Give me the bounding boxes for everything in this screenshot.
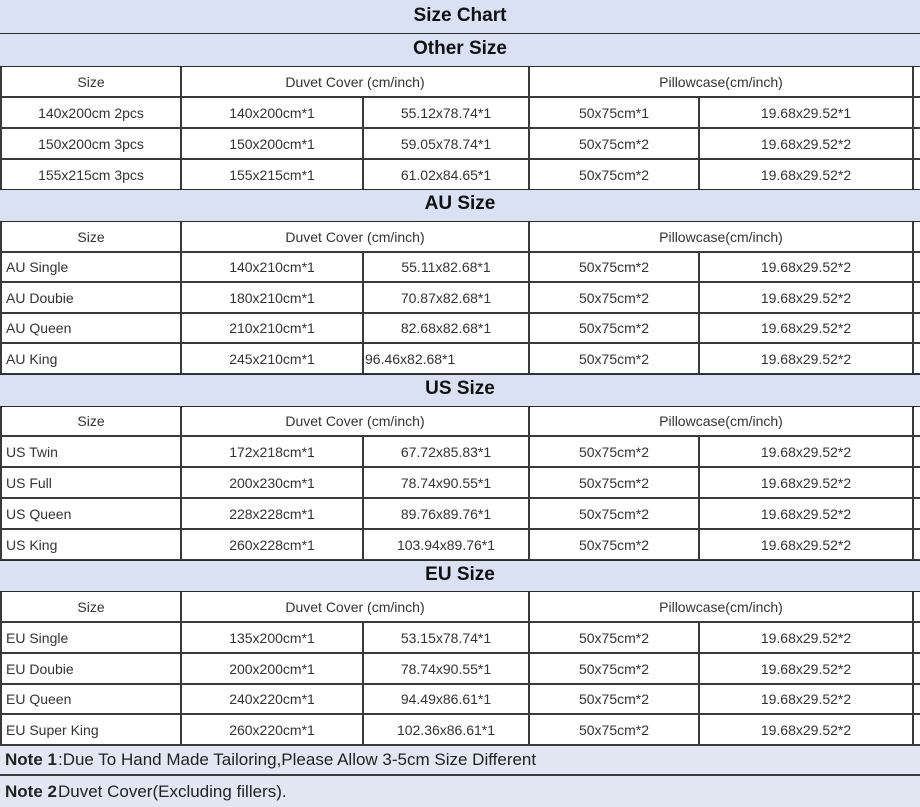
pillow-inch-cell: 19.68x29.52*2 [700, 314, 914, 342]
pillow-inch-cell: 19.68x29.52*2 [700, 129, 914, 158]
pillow-inch-cell: 19.68x29.52*2 [700, 715, 914, 744]
duvet-header: Duvet Cover (cm/inch) [182, 592, 530, 621]
duvet-inch-cell: 94.49x86.61*1 [364, 685, 530, 713]
table-row [0, 129, 920, 160]
section-title-text: EU Size [425, 564, 495, 585]
title-text: Size Chart [413, 5, 507, 26]
duvet-cm-cell: 260x220cm*1 [182, 715, 364, 744]
pillow-cm-cell: 50x75cm*2 [530, 499, 700, 528]
duvet-cm-cell: 180x210cm*1 [182, 283, 364, 312]
section-title-text: Other Size [413, 38, 507, 59]
section-au-title [0, 189, 920, 222]
duvet-inch-cell: 78.74x90.55*1 [364, 468, 530, 497]
note-2-label: Note 2 [5, 781, 57, 801]
table-row [0, 468, 920, 499]
pillow-cm-cell: 50x75cm*2 [530, 530, 700, 559]
duvet-inch-cell: 53.15x78.74*1 [364, 623, 530, 652]
pillow-inch-cell: 19.68x29.52*2 [700, 530, 914, 559]
table-row [0, 253, 920, 283]
note-2 [0, 776, 920, 807]
size-cell: US Queen [0, 499, 182, 528]
note-2-text: Duvet Cover(Excluding fillers). [57, 781, 287, 801]
table-row [0, 314, 920, 344]
section-other-title [0, 33, 920, 67]
duvet-inch-cell: 61.02x84.65*1 [364, 160, 530, 189]
size-cell: 155x215cm 3pcs [0, 160, 182, 189]
pillow-cm-cell: 50x75cm*2 [530, 129, 700, 158]
size-cell: EU Doubie [0, 654, 182, 683]
note-1 [0, 746, 920, 776]
table-row [0, 283, 920, 314]
table-row [0, 654, 920, 685]
duvet-cm-cell: 140x200cm*1 [182, 98, 364, 127]
note-1-label: Note 1 [5, 750, 57, 769]
table-row [0, 685, 920, 715]
duvet-inch-cell: 59.05x78.74*1 [364, 129, 530, 158]
pillow-inch-cell: 19.68x29.52*2 [700, 685, 914, 713]
size-header: Size [0, 592, 182, 621]
table-header-row [0, 407, 920, 437]
duvet-header: Duvet Cover (cm/inch) [182, 222, 530, 251]
duvet-cm-cell: 200x200cm*1 [182, 654, 364, 683]
duvet-inch-cell: 102.36x86.61*1 [364, 715, 530, 744]
pillowcase-header: Pillowcase(cm/inch) [530, 407, 914, 435]
size-cell: EU Single [0, 623, 182, 652]
pillow-cm-cell: 50x75cm*2 [530, 344, 700, 373]
section-us-title [0, 374, 920, 407]
pillow-cm-cell: 50x75cm*1 [530, 98, 700, 127]
duvet-inch-cell: 55.11x82.68*1 [364, 253, 530, 281]
pillow-inch-cell: 19.68x29.52*2 [700, 654, 914, 683]
table-row [0, 98, 920, 129]
size-cell: US Twin [0, 437, 182, 466]
size-cell: EU Super King [0, 715, 182, 744]
size-cell: AU Queen [0, 314, 182, 342]
duvet-cm-cell: 150x200cm*1 [182, 129, 364, 158]
size-header: Size [0, 222, 182, 251]
duvet-inch-cell: 67.72x85.83*1 [364, 437, 530, 466]
pillow-inch-cell: 19.68x29.52*1 [700, 98, 914, 127]
pillow-cm-cell: 50x75cm*2 [530, 654, 700, 683]
section-title-text: AU Size [424, 193, 496, 214]
size-cell: AU Single [0, 253, 182, 281]
duvet-cm-cell: 172x218cm*1 [182, 437, 364, 466]
section-eu-title [0, 560, 920, 592]
size-cell: AU Doubie [0, 283, 182, 312]
duvet-inch-cell: 70.87x82.68*1 [364, 283, 530, 312]
table-row [0, 623, 920, 654]
size-header: Size [0, 67, 182, 96]
pillow-cm-cell: 50x75cm*2 [530, 314, 700, 342]
pillow-inch-cell: 19.68x29.52*2 [700, 468, 914, 497]
duvet-cm-cell: 228x228cm*1 [182, 499, 364, 528]
pillow-inch-cell: 19.68x29.52*2 [700, 160, 914, 189]
pillow-inch-cell: 19.68x29.52*2 [700, 253, 914, 281]
size-cell: 140x200cm 2pcs [0, 98, 182, 127]
pillowcase-header: Pillowcase(cm/inch) [530, 222, 914, 251]
duvet-cm-cell: 210x210cm*1 [182, 314, 364, 342]
size-cell: US Full [0, 468, 182, 497]
duvet-inch-cell: 78.74x90.55*1 [364, 654, 530, 683]
table-header-row [0, 222, 920, 253]
table-row [0, 437, 920, 468]
pillow-cm-cell: 50x75cm*2 [530, 685, 700, 713]
size-chart-title [0, 0, 920, 34]
table-row [0, 530, 920, 561]
pillow-cm-cell: 50x75cm*2 [530, 253, 700, 281]
size-header: Size [0, 407, 182, 435]
pillow-cm-cell: 50x75cm*2 [530, 283, 700, 312]
duvet-cm-cell: 245x210cm*1 [182, 344, 364, 373]
duvet-cm-cell: 155x215cm*1 [182, 160, 364, 189]
pillow-inch-cell: 19.68x29.52*2 [700, 623, 914, 652]
pillow-inch-cell: 19.68x29.52*2 [700, 499, 914, 528]
table-row [0, 715, 920, 746]
pillow-cm-cell: 50x75cm*2 [530, 715, 700, 744]
pillow-inch-cell: 19.68x29.52*2 [700, 437, 914, 466]
duvet-cm-cell: 240x220cm*1 [182, 685, 364, 713]
duvet-inch-cell: 103.94x89.76*1 [364, 530, 530, 559]
pillow-cm-cell: 50x75cm*2 [530, 468, 700, 497]
duvet-cm-cell: 140x210cm*1 [182, 253, 364, 281]
pillowcase-header: Pillowcase(cm/inch) [530, 67, 914, 96]
duvet-inch-cell: 89.76x89.76*1 [364, 499, 530, 528]
table-header-row [0, 67, 920, 98]
pillow-inch-cell: 19.68x29.52*2 [700, 344, 914, 373]
table-header-row [0, 592, 920, 623]
duvet-cm-cell: 260x228cm*1 [182, 530, 364, 559]
duvet-header: Duvet Cover (cm/inch) [182, 67, 530, 96]
size-cell: US King [0, 530, 182, 559]
pillowcase-header: Pillowcase(cm/inch) [530, 592, 914, 621]
duvet-cm-cell: 135x200cm*1 [182, 623, 364, 652]
duvet-cm-cell: 200x230cm*1 [182, 468, 364, 497]
note-1-text: :Due To Hand Made Tailoring,Please Allow 3-5cm Size Different [57, 750, 537, 769]
duvet-inch-cell: 55.12x78.74*1 [364, 98, 530, 127]
pillow-cm-cell: 50x75cm*2 [530, 623, 700, 652]
section-title-text: US Size [425, 378, 495, 399]
table-row [0, 160, 920, 191]
pillow-cm-cell: 50x75cm*2 [530, 437, 700, 466]
table-row [0, 344, 920, 375]
table-row [0, 499, 920, 530]
duvet-inch-cell: 82.68x82.68*1 [364, 314, 530, 342]
pillow-cm-cell: 50x75cm*2 [530, 160, 700, 189]
pillow-inch-cell: 19.68x29.52*2 [700, 283, 914, 312]
size-cell: AU King [0, 344, 182, 373]
duvet-header: Duvet Cover (cm/inch) [182, 407, 530, 435]
duvet-inch-cell: 96.46x82.68*1 [364, 344, 530, 373]
size-cell: EU Queen [0, 685, 182, 713]
size-cell: 150x200cm 3pcs [0, 129, 182, 158]
